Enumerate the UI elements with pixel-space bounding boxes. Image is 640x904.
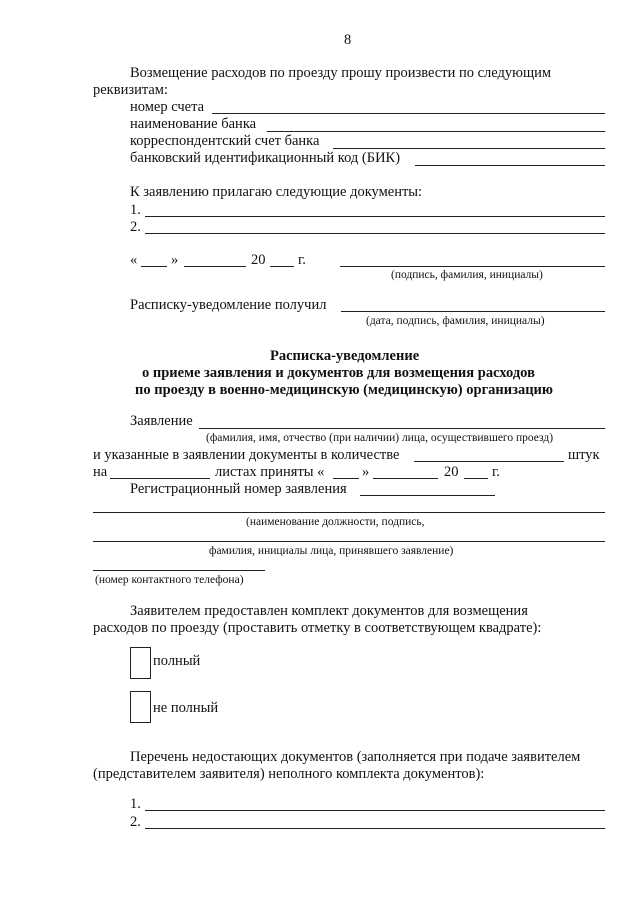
pieces-label: штук (568, 447, 600, 463)
accepted-close-quote: » (362, 464, 370, 480)
completeness-line1: Заявителем предоставлен комплект документов для возмещения (130, 603, 528, 619)
missing-doc-item-1-field[interactable] (145, 810, 605, 811)
bik-field[interactable] (415, 165, 605, 166)
reimbursement-intro-line1: Возмещение расходов по проезду прошу произвести по следующим (130, 65, 552, 81)
sheets-accepted-text: листах приняты « (215, 464, 325, 480)
attachment-item-1-field[interactable] (145, 216, 605, 217)
attachment-item-1-number: 1. (130, 202, 141, 218)
receipt-title-line3: по проезду в военно-медицинскую (медицинскую) организацию (135, 382, 553, 398)
accepted-day-field[interactable] (333, 478, 359, 479)
application-label: Заявление (130, 413, 193, 429)
full-set-label: полный (153, 653, 201, 669)
date-year-prefix: 20 (251, 252, 266, 268)
incomplete-set-checkbox[interactable] (130, 691, 151, 723)
receipt-title-line1: Расписка-уведомление (270, 348, 420, 364)
signature-caption: (подпись, фамилия, инициалы) (391, 269, 543, 281)
receipt-received-field[interactable] (341, 311, 605, 312)
attachment-item-2-number: 2. (130, 219, 141, 235)
receipt-received-label: Расписку-уведомление получил (130, 297, 327, 313)
page-number: 8 (344, 32, 352, 48)
contact-phone-caption: (номер контактного телефона) (95, 574, 244, 586)
correspondent-account-label: корреспондентский счет банка (130, 133, 320, 149)
application-field[interactable] (199, 428, 605, 429)
full-set-checkbox[interactable] (130, 647, 151, 679)
missing-docs-line1: Перечень недостающих документов (заполняется при подаче заявителем (130, 749, 581, 765)
sheets-count-field[interactable] (110, 478, 210, 479)
missing-doc-item-2-field[interactable] (145, 828, 605, 829)
signature-field[interactable] (340, 266, 605, 267)
receipt-received-caption: (дата, подпись, фамилия, инициалы) (366, 315, 545, 327)
date-open-quote: « (130, 252, 138, 268)
bank-name-label: наименование банка (130, 116, 257, 132)
account-number-label: номер счета (130, 99, 205, 115)
accepted-year-field[interactable] (464, 478, 488, 479)
date-close-quote: » (171, 252, 179, 268)
reg-number-label: Регистрационный номер заявления (130, 481, 347, 497)
on-label: на (93, 464, 108, 480)
attachments-heading: К заявлению прилагаю следующие документы: (130, 184, 423, 200)
position-signature-field[interactable] (93, 512, 605, 513)
application-caption: (фамилия, имя, отчество (при наличии) лица, осуществившего проезд) (206, 432, 554, 444)
date-day-field[interactable] (141, 266, 167, 267)
reg-number-field[interactable] (360, 495, 495, 496)
missing-doc-item-2-number: 2. (130, 814, 141, 830)
date-year-field[interactable] (270, 266, 294, 267)
completeness-line2: расходов по проезду (проставить отметку в соответствующем квадрате): (93, 620, 542, 636)
accepted-year-prefix: 20 (444, 464, 459, 480)
accepted-year-suffix: г. (492, 464, 500, 480)
correspondent-account-field[interactable] (333, 148, 605, 149)
receipt-title-line2: о приеме заявления и документов для возмещения расходов (142, 365, 535, 381)
missing-docs-line2: (представителем заявителя) неполного комплекта документов): (93, 766, 485, 782)
date-month-field[interactable] (184, 266, 246, 267)
attachment-item-2-field[interactable] (145, 233, 605, 234)
contact-phone-field[interactable] (93, 570, 265, 571)
bank-name-field[interactable] (267, 131, 605, 132)
position-caption: (наименование должности, подпись, (246, 516, 425, 528)
accepted-month-field[interactable] (373, 478, 438, 479)
documents-count-text: и указанные в заявлении документы в количестве (93, 447, 400, 463)
missing-doc-item-1-number: 1. (130, 796, 141, 812)
reimbursement-intro-line2: реквизитам: (93, 82, 168, 98)
incomplete-set-label: не полный (153, 700, 219, 716)
receiver-name-field[interactable] (93, 541, 605, 542)
account-number-field[interactable] (212, 113, 605, 114)
date-year-suffix: г. (298, 252, 306, 268)
receiver-name-caption: фамилия, инициалы лица, принявшего заявление) (209, 545, 454, 557)
bik-label: банковский идентификационный код (БИК) (130, 150, 401, 166)
documents-count-field[interactable] (414, 461, 564, 462)
